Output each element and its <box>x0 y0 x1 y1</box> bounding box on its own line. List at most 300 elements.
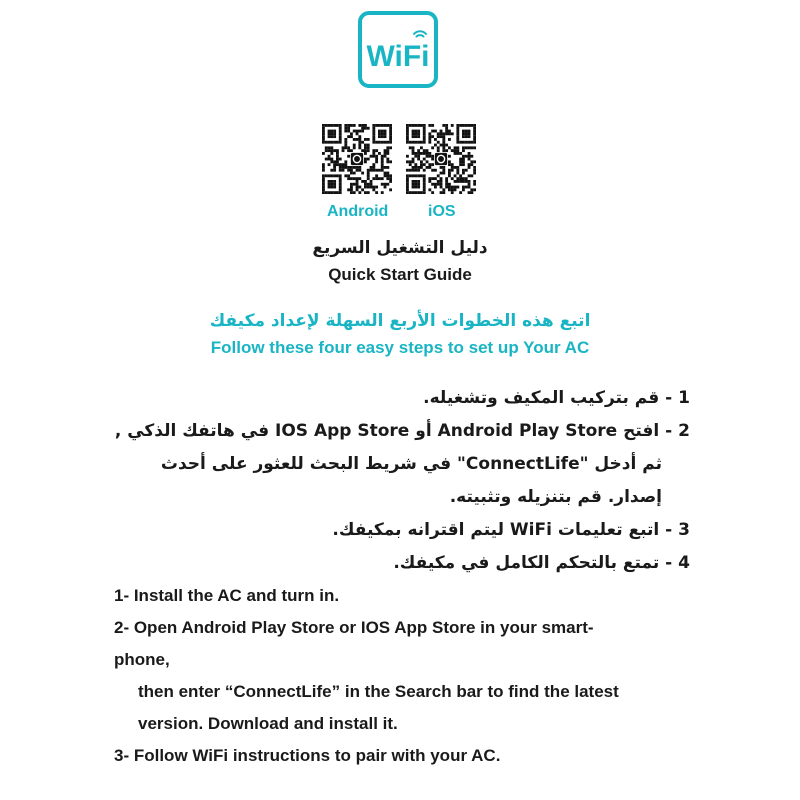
qr-module <box>437 141 440 144</box>
qr-module <box>412 166 415 169</box>
qr-module <box>409 163 412 166</box>
qr-module <box>448 138 451 141</box>
qr-module <box>414 163 417 166</box>
qr-module <box>322 135 325 138</box>
qr-module <box>417 135 420 138</box>
arabic-step-1: 1 - قم بتركيب المكيف وتشغيله. <box>423 388 690 408</box>
qr-module <box>417 152 420 155</box>
qr-module <box>412 191 415 194</box>
qr-module <box>322 191 325 194</box>
qr-module <box>384 149 387 152</box>
qr-module <box>325 146 328 149</box>
qr-module <box>468 146 471 149</box>
qr-module <box>445 177 448 180</box>
qr-module <box>350 183 353 186</box>
qr-module <box>333 169 336 172</box>
qr-module <box>330 135 333 138</box>
qr-module <box>470 141 473 144</box>
qr-module <box>412 152 415 155</box>
qr-module <box>347 124 350 127</box>
qr-module <box>389 160 392 163</box>
qr-module <box>339 186 342 189</box>
qr-module <box>339 130 342 133</box>
qr-module <box>367 169 370 172</box>
qr-module <box>428 132 431 135</box>
qr-module <box>462 186 465 189</box>
qr-module <box>325 149 328 152</box>
qr-module <box>372 155 375 158</box>
qr-module <box>462 146 465 149</box>
qr-module <box>328 146 331 149</box>
qr-module <box>440 172 443 175</box>
qr-module <box>456 124 459 127</box>
qr-module <box>445 149 448 152</box>
qr-module <box>456 172 459 175</box>
qr-module <box>417 174 420 177</box>
qr-module <box>372 132 375 135</box>
qr-module <box>442 166 445 169</box>
subtitle-english: Follow these four easy steps to set up Your AC <box>210 338 590 357</box>
qr-module <box>456 177 459 180</box>
qr-module <box>350 186 353 189</box>
qr-module <box>442 135 445 138</box>
qr-module <box>339 183 342 186</box>
qr-module <box>364 146 367 149</box>
qr-module <box>330 174 333 177</box>
qr-module <box>442 191 445 194</box>
qr-module <box>406 138 409 141</box>
qr-module <box>322 124 325 127</box>
qr-module <box>336 158 339 161</box>
qr-module <box>330 146 333 149</box>
qr-module <box>409 191 412 194</box>
qr-module <box>431 155 434 158</box>
qr-module <box>386 166 389 169</box>
qr-module <box>448 155 451 158</box>
qr-module <box>328 149 331 152</box>
qr-module <box>468 186 471 189</box>
qr-module <box>459 141 462 144</box>
qr-module <box>381 166 384 169</box>
qr-module <box>473 146 476 149</box>
qr-module <box>462 188 465 191</box>
qr-module <box>325 191 328 194</box>
qr-module <box>364 149 367 152</box>
qr-module <box>428 135 431 138</box>
qr-module <box>431 135 434 138</box>
qr-module <box>426 152 429 155</box>
qr-module <box>459 152 462 155</box>
qr-module <box>336 124 339 127</box>
qr-module <box>462 149 465 152</box>
qr-module <box>333 191 336 194</box>
qr-module <box>384 124 387 127</box>
qr-module <box>473 160 476 163</box>
qr-module <box>384 135 387 138</box>
qr-module <box>406 186 409 189</box>
qr-module <box>330 130 333 133</box>
qr-module <box>459 160 462 163</box>
qr-module <box>342 149 345 152</box>
qr-module <box>445 183 448 186</box>
arabic-step-3: 3 - اتبع تعليمات WiFi ليتم اقترانه بمكيفك. <box>332 520 690 540</box>
qr-module <box>448 186 451 189</box>
qr-module <box>412 124 415 127</box>
qr-module <box>414 166 417 169</box>
qr-module <box>356 130 359 133</box>
qr-module <box>389 188 392 191</box>
qr-module <box>330 191 333 194</box>
qr-module <box>462 132 465 135</box>
qr-module <box>423 138 426 141</box>
english-step-2-line-3: version. Download and install it. <box>138 714 398 733</box>
qr-module <box>386 174 389 177</box>
qr-module <box>333 124 336 127</box>
qr-module <box>451 149 454 152</box>
qr-module <box>406 127 409 130</box>
qr-module <box>333 130 336 133</box>
qr-module <box>322 186 325 189</box>
qr-module <box>339 177 342 180</box>
qr-module <box>358 186 361 189</box>
qr-module <box>434 183 437 186</box>
qr-module <box>344 138 347 141</box>
qr-module <box>470 191 473 194</box>
qr-module <box>473 132 476 135</box>
qr-module <box>442 146 445 149</box>
qr-module <box>367 172 370 175</box>
qr-module <box>414 174 417 177</box>
qr-module <box>456 141 459 144</box>
qr-module <box>328 158 331 161</box>
qr-module <box>428 124 431 127</box>
qr-module <box>322 183 325 186</box>
qr-module <box>330 158 333 161</box>
qr-module <box>386 146 389 149</box>
qr-module <box>462 158 465 161</box>
qr-module <box>437 149 440 152</box>
qr-module <box>358 144 361 147</box>
qr-module <box>414 191 417 194</box>
qr-module <box>344 166 347 169</box>
qr-module <box>473 130 476 133</box>
qr-module <box>468 166 471 169</box>
qr-module <box>473 180 476 183</box>
qr-module <box>322 152 325 155</box>
qr-module <box>423 186 426 189</box>
qr-module <box>462 177 465 180</box>
qr-module <box>356 186 359 189</box>
qr-module <box>417 180 420 183</box>
qr-module <box>454 166 457 169</box>
qr-module <box>473 138 476 141</box>
qr-module <box>426 149 429 152</box>
android-label: Android <box>327 203 389 220</box>
qr-module <box>367 177 370 180</box>
qr-module <box>384 141 387 144</box>
qr-module <box>350 135 353 138</box>
qr-module <box>423 158 426 161</box>
qr-module <box>412 141 415 144</box>
qr-module <box>456 138 459 141</box>
qr-module <box>356 180 359 183</box>
qr-module <box>406 180 409 183</box>
qr-module <box>330 152 333 155</box>
qr-module <box>347 135 350 138</box>
ios-label: iOS <box>428 203 456 220</box>
qr-module <box>423 135 426 138</box>
qr-module <box>468 158 471 161</box>
qr-module <box>330 149 333 152</box>
qr-module <box>462 135 465 138</box>
qr-module <box>356 132 359 135</box>
qr-module <box>423 132 426 135</box>
qr-module <box>448 183 451 186</box>
qr-module <box>350 166 353 169</box>
qr-module <box>406 130 409 133</box>
qr-module <box>367 144 370 147</box>
qr-module <box>420 152 423 155</box>
qr-module <box>389 138 392 141</box>
qr-module <box>339 174 342 177</box>
qr-module <box>417 191 420 194</box>
qr-module <box>336 152 339 155</box>
qr-module <box>431 158 434 161</box>
qr-module <box>367 191 370 194</box>
qr-module <box>330 124 333 127</box>
qr-module <box>462 130 465 133</box>
qr-module <box>389 130 392 133</box>
qr-module <box>414 152 417 155</box>
qr-module <box>375 141 378 144</box>
qr-module <box>462 124 465 127</box>
english-step-3: 3- Follow WiFi instructions to pair with your AC. <box>114 746 501 765</box>
qr-module <box>473 188 476 191</box>
qr-module <box>462 172 465 175</box>
qr-module <box>468 130 471 133</box>
qr-module <box>367 138 370 141</box>
qr-module <box>347 130 350 133</box>
qr-module <box>406 135 409 138</box>
qr-module <box>423 188 426 191</box>
qr-module <box>431 177 434 180</box>
qr-module <box>364 124 367 127</box>
qr-module <box>356 166 359 169</box>
qr-module <box>389 132 392 135</box>
qr-module <box>451 124 454 127</box>
qr-module <box>423 130 426 133</box>
qr-module <box>328 186 331 189</box>
qr-module <box>431 169 434 172</box>
qr-module <box>356 138 359 141</box>
qr-module <box>339 191 342 194</box>
qr-module <box>364 138 367 141</box>
qr-module <box>372 188 375 191</box>
qr-module <box>412 132 415 135</box>
qr-module <box>412 149 415 152</box>
qr-module <box>339 180 342 183</box>
qr-module <box>454 146 457 149</box>
qr-module <box>339 141 342 144</box>
qr-module <box>417 158 420 161</box>
qr-module <box>370 180 373 183</box>
qr-module <box>381 141 384 144</box>
qr-module <box>372 177 375 180</box>
english-step-2-wrap: phone, <box>114 650 170 669</box>
qr-module <box>434 177 437 180</box>
qr-module <box>361 188 364 191</box>
qr-module <box>417 124 420 127</box>
qr-module <box>414 124 417 127</box>
arabic-step-2-line-3: إصدار. قم بتنزيله وتثبيته. <box>449 487 662 507</box>
qr-module <box>328 163 331 166</box>
ios-qr-code <box>406 124 476 194</box>
qr-module <box>440 183 443 186</box>
qr-module <box>442 132 445 135</box>
qr-module <box>412 186 415 189</box>
qr-module <box>330 160 333 163</box>
qr-module <box>367 158 370 161</box>
qr-module <box>470 163 473 166</box>
qr-module <box>381 155 384 158</box>
qr-module <box>339 158 342 161</box>
qr-module <box>330 183 333 186</box>
qr-module <box>361 124 364 127</box>
qr-module <box>386 124 389 127</box>
qr-module <box>375 149 378 152</box>
title-english: Quick Start Guide <box>328 265 472 284</box>
qr-module <box>465 141 468 144</box>
qr-module <box>473 124 476 127</box>
qr-module <box>389 174 392 177</box>
qr-module <box>333 149 336 152</box>
qr-module <box>372 138 375 141</box>
qr-module <box>375 160 378 163</box>
qr-module <box>440 191 443 194</box>
qr-module <box>386 158 389 161</box>
qr-module <box>358 138 361 141</box>
qr-module <box>328 124 331 127</box>
qr-module <box>456 152 459 155</box>
qr-module <box>442 172 445 175</box>
qr-module <box>375 191 378 194</box>
qr-module <box>428 180 431 183</box>
qr-module <box>409 141 412 144</box>
english-step-1: 1- Install the AC and turn in. <box>114 586 340 605</box>
qr-module <box>350 132 353 135</box>
qr-module <box>384 130 387 133</box>
qr-module <box>372 186 375 189</box>
qr-module <box>468 141 471 144</box>
qr-module <box>389 180 392 183</box>
qr-module <box>451 166 454 169</box>
qr-module <box>339 188 342 191</box>
qr-module <box>328 174 331 177</box>
qr-module <box>406 169 409 172</box>
qr-module <box>406 160 409 163</box>
english-step-2-line-2: then enter “ConnectLife” in the Search bar to find the latest <box>138 682 619 701</box>
qr-module <box>434 169 437 172</box>
qr-module <box>361 127 364 130</box>
qr-module <box>451 186 454 189</box>
qr-module <box>428 141 431 144</box>
qr-module <box>440 180 443 183</box>
qr-module <box>420 141 423 144</box>
qr-module <box>339 135 342 138</box>
qr-module <box>409 160 412 163</box>
qr-module <box>330 169 333 172</box>
qr-module <box>428 177 431 180</box>
qr-module <box>414 141 417 144</box>
qr-module <box>417 169 420 172</box>
qr-module <box>353 191 356 194</box>
qr-module <box>454 180 457 183</box>
qr-module <box>440 130 443 133</box>
qr-module <box>328 191 331 194</box>
qr-module <box>364 158 367 161</box>
qr-module <box>381 163 384 166</box>
qr-module <box>417 166 420 169</box>
qr-module <box>417 130 420 133</box>
qr-module <box>423 169 426 172</box>
qr-module <box>465 169 468 172</box>
qr-module <box>361 130 364 133</box>
arabic-step-2: 2 - افتح Android Play Store أو IOS App Store في هاتفك الذكي , <box>114 421 690 441</box>
qr-module <box>448 188 451 191</box>
qr-module <box>456 146 459 149</box>
qr-module <box>364 152 367 155</box>
qr-module <box>442 124 445 127</box>
qr-module <box>364 183 367 186</box>
qr-module <box>339 163 342 166</box>
qr-module <box>381 177 384 180</box>
qr-module <box>406 141 409 144</box>
qr-module <box>364 180 367 183</box>
qr-module <box>356 183 359 186</box>
qr-module <box>459 163 462 166</box>
qr-module <box>465 132 468 135</box>
qr-module <box>412 174 415 177</box>
qr-module <box>414 183 417 186</box>
subtitle-arabic: اتبع هذه الخطوات الأربع السهلة لإعداد مكيفك <box>209 311 591 331</box>
qr-module <box>353 172 356 175</box>
qr-module <box>462 141 465 144</box>
qr-module <box>406 124 409 127</box>
qr-module <box>361 141 364 144</box>
qr-module <box>456 149 459 152</box>
qr-module <box>465 130 468 133</box>
qr-module <box>386 183 389 186</box>
qr-module <box>428 188 431 191</box>
qr-module <box>328 183 331 186</box>
qr-module <box>333 160 336 163</box>
qr-module <box>456 127 459 130</box>
qr-module <box>364 144 367 147</box>
qr-module <box>358 130 361 133</box>
qr-module <box>322 169 325 172</box>
qr-module <box>468 124 471 127</box>
qr-module <box>378 169 381 172</box>
qr-module <box>378 141 381 144</box>
qr-module <box>361 172 364 175</box>
qr-module <box>423 191 426 194</box>
qr-module <box>417 141 420 144</box>
qr-module <box>367 146 370 149</box>
qr-module <box>440 177 443 180</box>
qr-module <box>468 183 471 186</box>
qr-module <box>406 191 409 194</box>
qr-module <box>342 169 345 172</box>
